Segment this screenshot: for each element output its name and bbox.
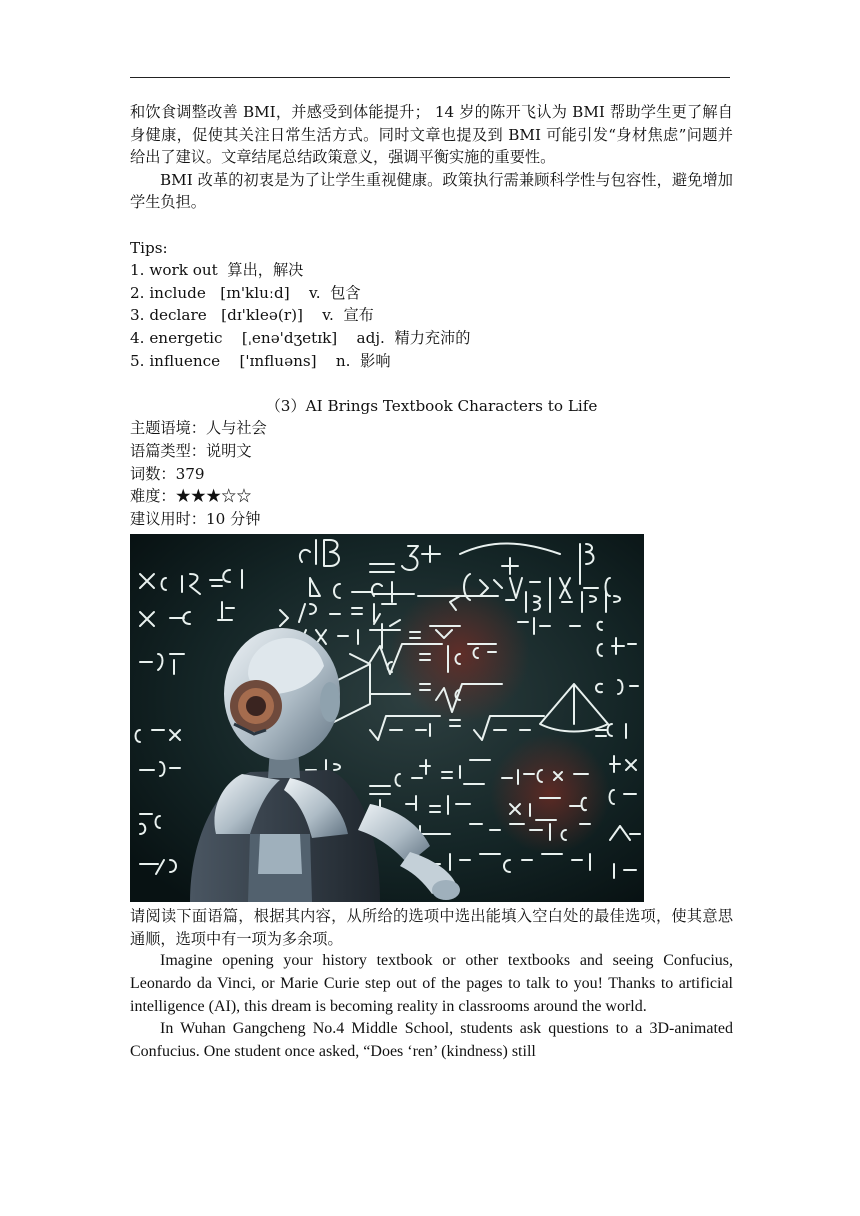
tips-heading: Tips: bbox=[130, 238, 168, 257]
tip-item: 3. declare [dɪ'kleə(r)] v. 宣布 bbox=[130, 306, 374, 325]
tip-item: 1. work out 算出，解决 bbox=[130, 261, 304, 280]
tip-item: 5. influence ['ɪnfluəns] n. 影响 bbox=[130, 351, 391, 370]
tip-item: 4. energetic [ˌenə'dʒetɪk] adj. 精力充沛的 bbox=[130, 328, 471, 347]
summary-paragraph: 和饮食调整改善 BMI，并感受到体能提升； 14 岁的陈开飞认为 BMI 帮助学生更了解自身健康，促使其关注日常生活方式。同时文章也提及到 BMI 可能引发“身材焦虑”问题并给出了建议。文章结尾总结政策意义，强调平衡实施的重要性。 bbox=[130, 103, 733, 167]
meta-suggested-time: 建议用时：10 分钟 bbox=[130, 509, 261, 528]
article-paragraph-2: In Wuhan Gangcheng No.4 Middle School, students ask questions to a 3D-animated Confucius. One student once asked, “Does ‘ren’ (kindness) still bbox=[130, 1020, 733, 1060]
header-rule bbox=[130, 77, 730, 78]
meta-word-count: 词数：379 bbox=[130, 464, 205, 483]
article-paragraph-1: Imagine opening your history textbook or other textbooks and seeing Confucius, Leonardo da Vinci, or Marie Curie step out of the pages to talk to you! Thanks to artificial intelligence (AI), this dream is becoming reality in classrooms around the world. bbox=[130, 952, 733, 1015]
meta-difficulty: 难度：★★★☆☆ bbox=[130, 487, 252, 506]
reading-instruction: 请阅读下面语篇，根据其内容，从所给的选项中选出能填入空白处的最佳选项，使其意思通顺，选项中有一项为多余项。 bbox=[130, 907, 733, 948]
robot-math-image bbox=[130, 534, 644, 902]
meta-genre: 语篇类型：说明文 bbox=[130, 441, 252, 460]
document-body bbox=[130, 101, 733, 1063]
meta-topic: 主题语境：人与社会 bbox=[130, 419, 267, 438]
article-title: （3）AI Brings Textbook Characters to Life bbox=[265, 396, 598, 415]
tip-item: 2. include [ɪn'kluːd] v. 包含 bbox=[130, 283, 361, 302]
summary-conclusion: BMI 改革的初衷是为了让学生重视健康。政策执行需兼顾科学性与包容性，避免增加学生负担。 bbox=[130, 170, 733, 212]
